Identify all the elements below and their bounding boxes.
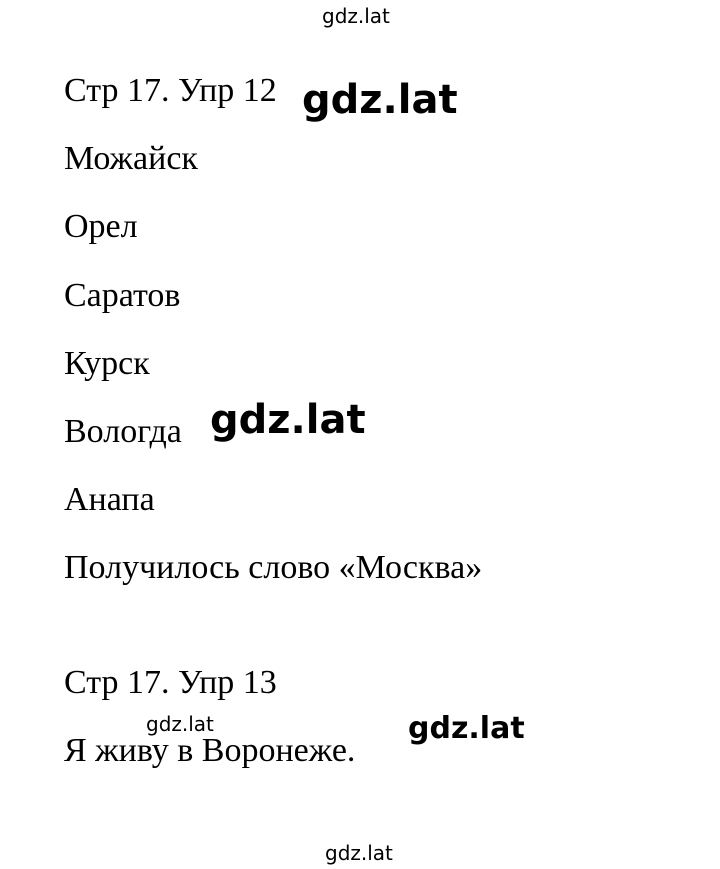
list-item: Саратов: [64, 277, 181, 314]
list-item: Орел: [64, 208, 138, 245]
exercise-12-result: Получилось слово «Москва»: [64, 549, 483, 586]
exercise-13-sentence: Я живу в Воронеже.: [64, 732, 356, 769]
list-item: Анапа: [64, 481, 155, 518]
watermark-large-2: gdz.lat: [210, 397, 366, 443]
exercise-12-title: Стр 17. Упр 12: [64, 72, 277, 109]
exercise-13-title: Стр 17. Упр 13: [64, 664, 277, 701]
watermark-large-1: gdz.lat: [302, 77, 458, 123]
watermark-bottom: gdz.lat: [325, 841, 393, 865]
watermark-medium: gdz.lat: [408, 711, 525, 746]
list-item: Вологда: [64, 413, 182, 450]
watermark-top: gdz.lat: [322, 4, 390, 28]
list-item: Курск: [64, 345, 150, 382]
list-item: Можайск: [64, 140, 198, 177]
watermark-small-mid: gdz.lat: [146, 712, 214, 736]
